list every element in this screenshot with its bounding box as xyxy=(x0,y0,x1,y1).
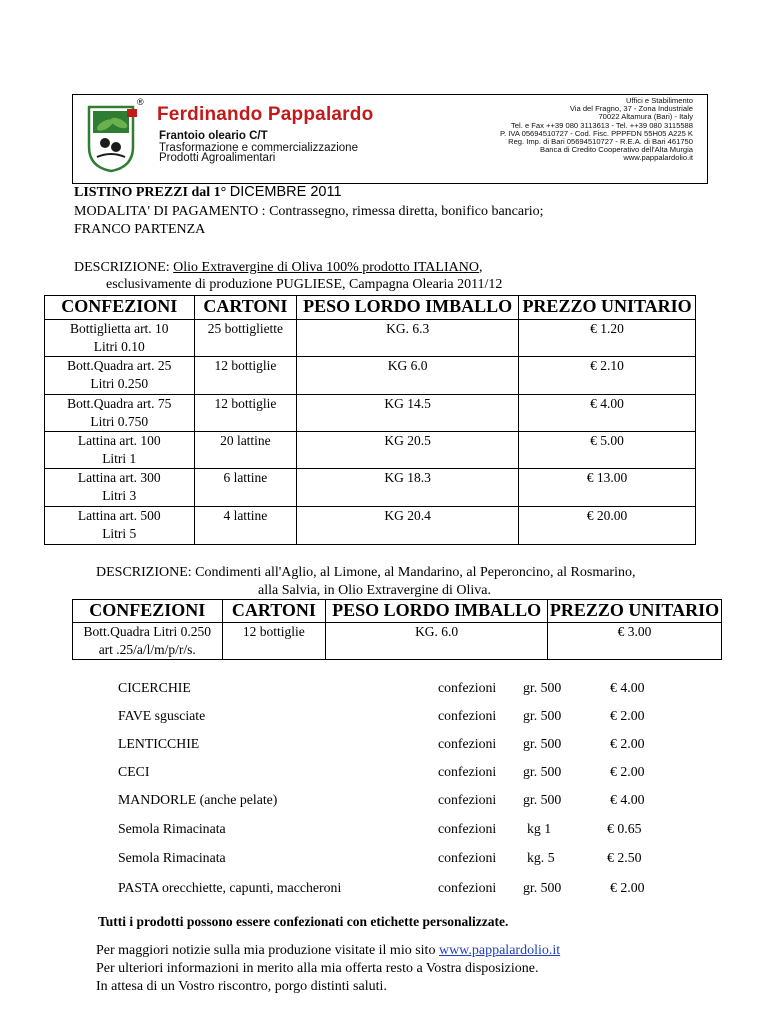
cell-prezzo: € 20.00 xyxy=(519,507,696,545)
listino-prefix: LISTINO PREZZI dal 1° xyxy=(74,185,227,200)
cell-cartoni: 25 bottigliette xyxy=(194,320,297,357)
product-price: € 4.00 xyxy=(610,792,645,807)
brand-name: Ferdinando Pappalardo xyxy=(157,104,374,125)
cell-confezione xyxy=(45,357,195,395)
cell-confezione-line2: Litri 3 xyxy=(102,487,137,503)
cell-confezione-line1: Bott.Quadra art. 25 xyxy=(67,358,172,373)
product-price: € 2.00 xyxy=(610,764,645,779)
table-row xyxy=(45,432,696,469)
more-info-line xyxy=(96,943,560,959)
section2-desc-line2: alla Salvia, in Olio Extravergine di Oliva. xyxy=(258,583,492,598)
cell-prezzo: € 4.00 xyxy=(519,395,696,432)
cell-peso: KG. 6.0 xyxy=(326,623,548,660)
brand-line-prodotti: Prodotti Agroalimentari xyxy=(159,152,276,164)
product-pack: confezioni xyxy=(438,736,497,751)
product-pack: confezioni xyxy=(438,792,497,807)
section1-description xyxy=(74,260,482,276)
product-name: FAVE sgusciate xyxy=(118,708,206,723)
cell-confezione-line2: Litri 5 xyxy=(102,525,137,541)
table-row xyxy=(45,357,696,395)
cell-cartoni: 4 lattine xyxy=(194,507,297,545)
table-header-row xyxy=(73,600,722,623)
product-name: Semola Rimacinata xyxy=(118,850,226,865)
section1-desc-tail: , xyxy=(478,260,483,275)
col-header-cartoni: CARTONI xyxy=(194,296,297,320)
col-header-confezioni: CONFEZIONI xyxy=(73,600,223,623)
cell-confezione xyxy=(45,507,195,545)
col-header-cartoni: CARTONI xyxy=(222,600,326,623)
cell-confezione-line1: Lattina art. 300 xyxy=(77,470,161,485)
condiments-price-table xyxy=(72,599,722,660)
col-header-confezioni: CONFEZIONI xyxy=(45,296,195,320)
product-name: Semola Rimacinata xyxy=(118,821,226,836)
cell-confezione-line2: Litri 0.10 xyxy=(93,338,145,354)
cell-confezione xyxy=(45,320,195,357)
office-address-block xyxy=(500,97,693,163)
office-line: Banca di Credito Cooperativo dell'Alta Murgia xyxy=(540,145,693,155)
cell-cartoni: 6 lattine xyxy=(194,469,297,507)
cell-cartoni: 20 lattine xyxy=(194,432,297,469)
cell-confezione-line1: Bottiglietta art. 10 xyxy=(69,321,169,336)
more-info-text: Per maggiori notizie sulla mia produzione visitate il mio sito xyxy=(96,943,439,958)
website-link[interactable]: www.pappalardolio.it xyxy=(438,943,561,958)
section1-desc-product[interactable]: Olio Extravergine di Oliva 100% prodotto ITALIANO xyxy=(173,260,479,275)
product-pack: confezioni xyxy=(438,850,497,865)
product-price: € 2.00 xyxy=(610,708,645,723)
product-qty: gr. 500 xyxy=(523,792,562,807)
product-price: € 2.50 xyxy=(607,850,642,865)
table-row xyxy=(45,320,696,357)
cell-peso: KG 18.3 xyxy=(297,469,519,507)
brand-line-frantoio: Frantoio oleario C/T xyxy=(159,130,268,142)
cell-peso: KG 14.5 xyxy=(297,395,519,432)
registered-mark: ® xyxy=(137,97,144,107)
listino-date: DICEMBRE 2011 xyxy=(229,184,342,200)
product-name: PASTA orecchiette, capunti, maccheroni xyxy=(118,880,342,895)
product-pack: confezioni xyxy=(438,764,497,779)
cell-confezione-line1: Lattina art. 100 xyxy=(77,433,161,448)
product-price: € 4.00 xyxy=(610,680,645,695)
cell-cartoni: 12 bottiglie xyxy=(194,395,297,432)
cell-prezzo: € 5.00 xyxy=(519,432,696,469)
product-price: € 2.00 xyxy=(610,880,645,895)
col-header-peso: PESO LORDO IMBALLO xyxy=(297,296,519,320)
olive-logo-icon xyxy=(83,103,139,173)
col-header-prezzo: PREZZO UNITARIO xyxy=(519,296,696,320)
custom-labels-note: Tutti i prodotti possono essere confezionati con etichette personalizzate. xyxy=(98,914,509,929)
cell-confezione-line1: Lattina art. 500 xyxy=(77,508,161,523)
product-price: € 0.65 xyxy=(607,821,642,836)
office-line: Tel. e Fax ++39 080 3113613 - Tel. ++39 080 3115588 xyxy=(511,120,693,130)
product-qty: gr. 500 xyxy=(523,708,562,723)
office-line: 70022 Altamura (Bari) - Italy xyxy=(598,112,693,122)
olive-oil-price-table xyxy=(44,295,696,545)
payment-terms: MODALITA' DI PAGAMENTO : Contrassegno, rimessa diretta, bonifico bancario; xyxy=(74,204,544,219)
cell-confezione-line1: Bott.Quadra art. 75 xyxy=(67,396,172,411)
product-name: LENTICCHIE xyxy=(118,736,200,751)
product-pack: confezioni xyxy=(438,821,497,836)
cell-confezione xyxy=(45,469,195,507)
cell-cartoni: 12 bottiglie xyxy=(222,623,326,660)
office-website: www.pappalardolio.it xyxy=(623,153,693,163)
table-row xyxy=(73,623,722,660)
office-line: Uffici e Stabilimento xyxy=(626,96,693,105)
table-row xyxy=(45,507,696,545)
cell-confezione xyxy=(45,432,195,469)
product-qty: kg 1 xyxy=(527,821,552,836)
cell-confezione-line2: Litri 0.250 xyxy=(90,375,149,391)
office-line: P. IVA 05694510727 - Cod. Fisc. PPPFDN 55H05 A225 K xyxy=(499,128,693,138)
availability-line: Per ulteriori informazioni in merito alla mia offerta resto a Vostra disposizione. xyxy=(96,961,539,976)
shipping-terms: FRANCO PARTENZA xyxy=(74,222,206,237)
product-qty: gr. 500 xyxy=(523,736,562,751)
product-qty: gr. 500 xyxy=(523,680,562,695)
table-row xyxy=(45,469,696,507)
cell-confezione-line2: Litri 0.750 xyxy=(90,413,149,429)
letterhead xyxy=(72,94,708,184)
product-qty: kg. 5 xyxy=(527,850,555,865)
table-row xyxy=(45,395,696,432)
cell-prezzo: € 3.00 xyxy=(548,623,722,660)
product-price: € 2.00 xyxy=(610,736,645,751)
cell-peso: KG. 6.3 xyxy=(297,320,519,357)
col-header-prezzo: PREZZO UNITARIO xyxy=(548,600,722,623)
product-pack: confezioni xyxy=(438,708,497,723)
col-header-peso: PESO LORDO IMBALLO xyxy=(326,600,548,623)
product-name: CECI xyxy=(118,764,150,779)
section1-desc-line2: esclusivamente di produzione PUGLIESE, Campagna Olearia 2011/12 xyxy=(106,277,503,292)
cell-cartoni: 12 bottiglie xyxy=(194,357,297,395)
product-pack: confezioni xyxy=(438,680,497,695)
section1-desc-label: DESCRIZIONE: xyxy=(74,260,174,275)
cell-peso: KG 20.5 xyxy=(297,432,519,469)
cell-confezione-line2: art .25/a/l/m/p/r/s. xyxy=(98,641,196,657)
brand-line-trasformazione: Trasformazione e commercializzazione xyxy=(159,142,358,154)
cell-confezione-line2: Litri 1 xyxy=(102,450,137,466)
product-pack: confezioni xyxy=(438,880,497,895)
office-line: Via del Fragno, 37 - Zona Industriale xyxy=(569,104,693,114)
cell-peso: KG 6.0 xyxy=(297,357,519,395)
cell-confezione xyxy=(45,395,195,432)
section2-description: DESCRIZIONE: Condimenti all'Aglio, al Limone, al Mandarino, al Peperoncino, al Rosmarino, xyxy=(96,565,636,580)
product-name: CICERCHIE xyxy=(118,680,191,695)
closing-line: In attesa di un Vostro riscontro, porgo distinti saluti. xyxy=(96,979,387,994)
office-line: Reg. Imp. di Bari 05694510727 - R.E.A. di Bari 461750 xyxy=(508,137,693,147)
listino-title xyxy=(74,184,342,201)
cell-peso: KG 20.4 xyxy=(297,507,519,545)
table-header-row xyxy=(45,296,696,320)
product-name: MANDORLE (anche pelate) xyxy=(118,792,278,807)
product-qty: gr. 500 xyxy=(523,880,562,895)
cell-confezione xyxy=(73,623,223,660)
product-qty: gr. 500 xyxy=(523,764,562,779)
cell-prezzo: € 2.10 xyxy=(519,357,696,395)
cell-prezzo: € 1.20 xyxy=(519,320,696,357)
cell-prezzo: € 13.00 xyxy=(519,469,696,507)
cell-confezione-line1: Bott.Quadra Litri 0.250 xyxy=(83,624,211,639)
